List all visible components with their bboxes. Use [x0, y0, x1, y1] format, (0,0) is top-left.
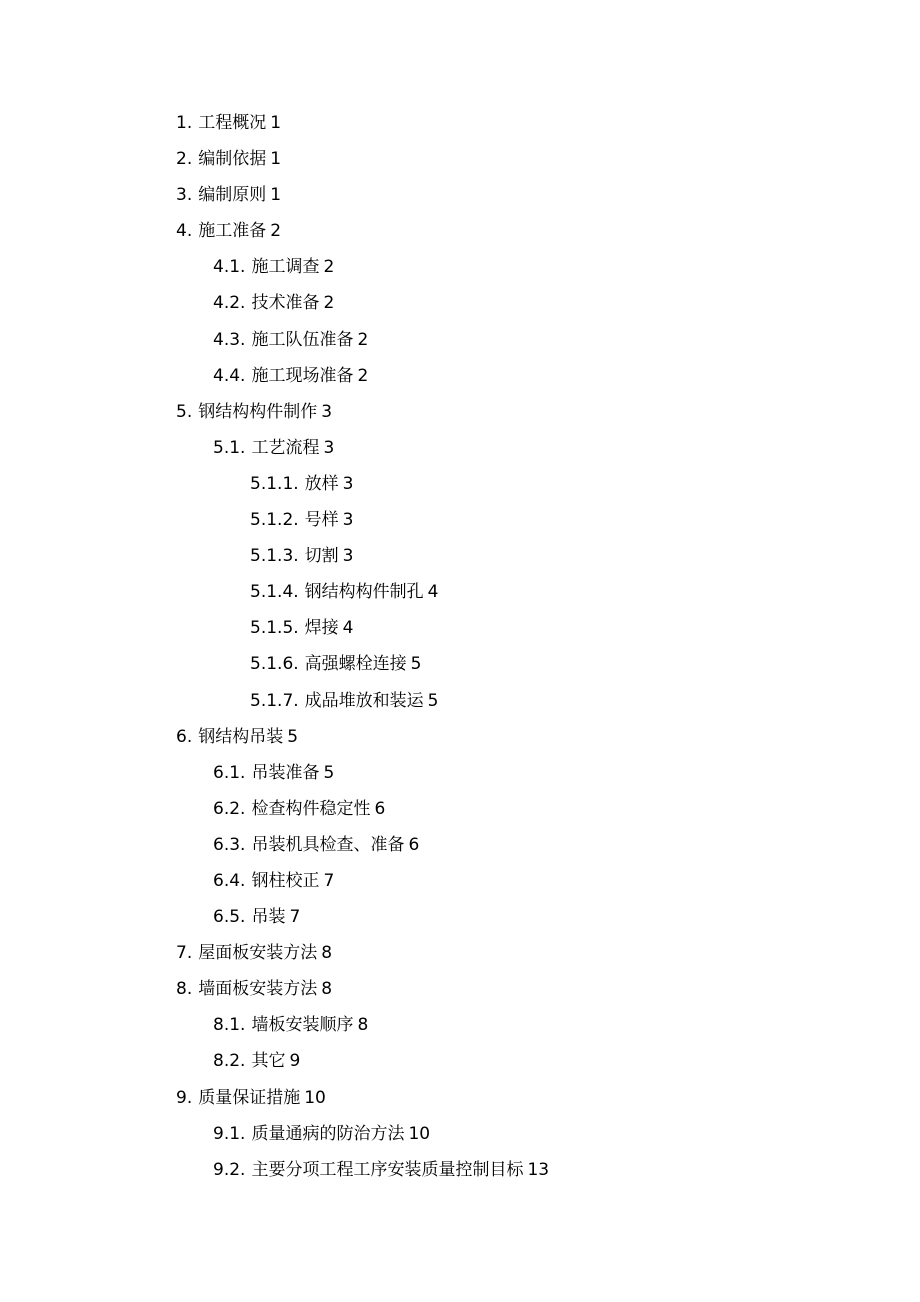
toc-entry[interactable] — [0, 683, 920, 719]
toc-entry-page-number: 2 — [323, 257, 335, 278]
toc-entry-title: 技术准备 — [251, 293, 320, 314]
toc-entry-title: 墙板安装顺序 — [251, 1015, 354, 1036]
toc-entry-title: 放样 — [304, 473, 339, 494]
toc-entry-page-number: 10 — [408, 1123, 431, 1144]
toc-entry-number: 6.1. — [213, 762, 246, 783]
toc-entry-page-number: 1 — [270, 185, 282, 206]
toc-entry-page-number: 1 — [270, 113, 282, 133]
toc-entry-number: 4.3. — [213, 329, 246, 350]
toc-entry-title: 工艺流程 — [251, 437, 320, 458]
toc-entry-page-number: 6 — [408, 834, 420, 855]
table-of-contents — [0, 105, 920, 1188]
toc-entry[interactable] — [0, 430, 920, 466]
toc-entry-title: 钢柱校正 — [251, 870, 320, 891]
toc-entry-title: 其它 — [251, 1051, 286, 1072]
toc-entry-number: 6.2. — [213, 798, 246, 819]
toc-entry[interactable] — [0, 1152, 920, 1188]
toc-entry-title: 焊接 — [304, 618, 339, 639]
toc-entry-page-number: 13 — [527, 1159, 550, 1180]
toc-entry-page-number: 4 — [427, 582, 439, 603]
toc-entry-number: 7. — [176, 943, 193, 964]
toc-entry-page-number: 3 — [323, 437, 335, 458]
toc-entry[interactable] — [0, 899, 920, 935]
toc-entry-page-number: 1 — [270, 149, 282, 170]
toc-entry-title: 钢结构构件制作 — [198, 401, 318, 422]
toc-entry[interactable] — [0, 1043, 920, 1079]
toc-entry-page-number: 8 — [321, 943, 333, 964]
toc-entry[interactable] — [0, 105, 920, 141]
toc-entry-number: 5. — [176, 401, 193, 422]
toc-entry-page-number: 3 — [321, 401, 333, 422]
toc-entry[interactable] — [0, 971, 920, 1007]
toc-entry[interactable] — [0, 502, 920, 538]
toc-entry-number: 5.1.5. — [250, 618, 299, 639]
toc-entry-title: 成品堆放和装运 — [304, 690, 424, 711]
toc-entry-page-number: 5 — [410, 654, 422, 675]
toc-entry[interactable] — [0, 249, 920, 285]
toc-entry[interactable] — [0, 1080, 920, 1116]
toc-entry[interactable] — [0, 213, 920, 249]
toc-entry-number: 2. — [176, 149, 193, 170]
toc-entry-title: 高强螺栓连接 — [304, 654, 407, 675]
toc-entry-title: 施工队伍准备 — [251, 329, 354, 350]
toc-entry[interactable] — [0, 394, 920, 430]
toc-entry[interactable] — [0, 466, 920, 502]
toc-entry-number: 5.1.6. — [250, 654, 299, 675]
toc-entry-title: 墙面板安装方法 — [198, 979, 318, 1000]
toc-entry[interactable] — [0, 358, 920, 394]
toc-entry-page-number: 5 — [323, 762, 335, 783]
toc-entry-page-number: 2 — [357, 329, 369, 350]
toc-entry-number: 6.3. — [213, 834, 246, 855]
toc-entry-page-number: 10 — [304, 1087, 326, 1108]
toc-entry-number: 4.1. — [213, 257, 246, 278]
toc-entry-number: 6.4. — [213, 870, 246, 891]
toc-entry-title: 切割 — [304, 546, 339, 567]
toc-entry-number: 4.2. — [213, 293, 246, 314]
toc-entry-number: 9.1. — [213, 1123, 246, 1144]
toc-entry-number: 9. — [176, 1087, 193, 1108]
toc-entry-page-number: 6 — [374, 798, 386, 819]
toc-entry-number: 8.1. — [213, 1015, 246, 1036]
toc-entry[interactable] — [0, 322, 920, 358]
toc-entry-number: 6. — [176, 726, 193, 747]
toc-entry-number: 5.1.1. — [250, 473, 299, 494]
toc-entry-page-number: 8 — [357, 1015, 369, 1036]
toc-entry[interactable] — [0, 1007, 920, 1043]
toc-entry-title: 主要分项工程工序安装质量控制目标 — [251, 1159, 524, 1180]
toc-entry-title: 屋面板安装方法 — [198, 943, 318, 964]
toc-entry-page-number: 8 — [321, 979, 333, 1000]
toc-entry-number: 1. — [176, 113, 193, 133]
toc-entry-title: 钢结构吊装 — [198, 726, 284, 747]
toc-entry[interactable] — [0, 755, 920, 791]
toc-entry[interactable] — [0, 646, 920, 682]
toc-entry-page-number: 3 — [342, 510, 354, 531]
toc-entry-title: 检查构件稳定性 — [251, 798, 371, 819]
toc-entry[interactable] — [0, 791, 920, 827]
toc-entry-number: 5.1.4. — [250, 582, 299, 603]
toc-entry-number: 8.2. — [213, 1051, 246, 1072]
toc-entry-title: 质量通病的防治方法 — [251, 1123, 405, 1144]
toc-entry-number: 5.1.2. — [250, 510, 299, 531]
toc-entry-title: 钢结构构件制孔 — [304, 582, 424, 603]
toc-entry[interactable] — [0, 610, 920, 646]
toc-entry[interactable] — [0, 574, 920, 610]
toc-entry-title: 编制依据 — [198, 149, 267, 170]
toc-entry[interactable] — [0, 141, 920, 177]
toc-entry-title: 编制原则 — [198, 185, 267, 206]
toc-entry-page-number: 2 — [357, 365, 369, 386]
toc-entry-page-number: 3 — [342, 473, 354, 494]
toc-entry-number: 5.1.3. — [250, 546, 299, 567]
toc-entry[interactable] — [0, 177, 920, 213]
toc-entry-title: 施工调查 — [251, 257, 320, 278]
toc-entry-number: 4.4. — [213, 365, 246, 386]
toc-entry[interactable] — [0, 935, 920, 971]
toc-entry[interactable] — [0, 538, 920, 574]
toc-entry-number: 5.1.7. — [250, 690, 299, 711]
toc-entry-title: 施工准备 — [198, 221, 267, 242]
toc-entry-number: 8. — [176, 979, 193, 1000]
toc-entry-title: 吊装机具检查、准备 — [251, 834, 405, 855]
toc-entry-page-number: 2 — [270, 221, 282, 242]
toc-entry-number: 4. — [176, 221, 193, 242]
toc-entry-page-number: 9 — [289, 1051, 301, 1072]
toc-entry-title: 吊装 — [251, 907, 286, 928]
toc-entry[interactable] — [0, 285, 920, 321]
toc-entry-number: 9.2. — [213, 1159, 246, 1180]
toc-entry-number: 6.5. — [213, 907, 246, 928]
toc-entry-number: 3. — [176, 185, 193, 206]
toc-entry[interactable] — [0, 719, 920, 755]
toc-entry-number: 5.1. — [213, 437, 246, 458]
toc-entry-title: 质量保证措施 — [198, 1087, 301, 1108]
toc-entry[interactable] — [0, 827, 920, 863]
toc-entry-page-number: 5 — [427, 690, 439, 711]
toc-entry-page-number: 2 — [323, 293, 335, 314]
toc-entry-title: 施工现场准备 — [251, 365, 354, 386]
toc-entry[interactable] — [0, 1116, 920, 1152]
toc-entry-page-number: 7 — [289, 907, 301, 928]
toc-entry[interactable] — [0, 863, 920, 899]
toc-entry-title: 吊装准备 — [251, 762, 320, 783]
toc-entry-page-number: 5 — [287, 726, 299, 747]
toc-entry-page-number: 3 — [342, 546, 354, 567]
toc-entry-title: 号样 — [304, 510, 339, 531]
toc-entry-title: 工程概况 — [198, 113, 267, 133]
toc-entry-page-number: 7 — [323, 870, 335, 891]
toc-entry-page-number: 4 — [342, 618, 354, 639]
